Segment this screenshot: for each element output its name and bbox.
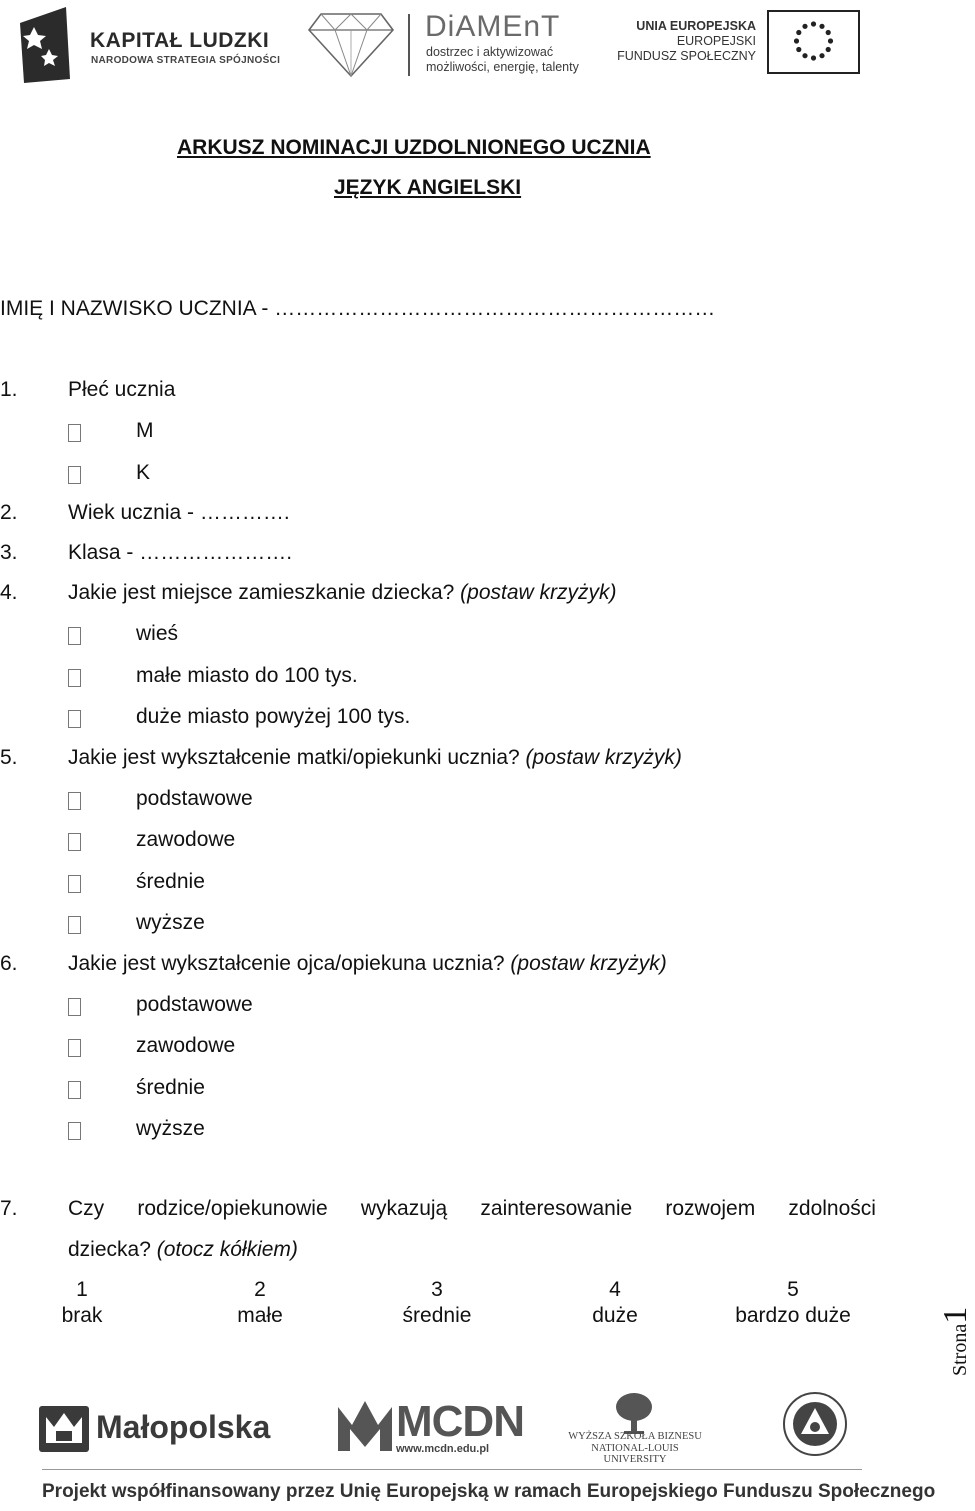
q1-option-k-checkbox[interactable] bbox=[68, 466, 81, 484]
scale-value: 5 bbox=[787, 1278, 799, 1301]
mcdn-url: www.mcdn.edu.pl bbox=[396, 1443, 490, 1455]
student-name-field[interactable]: ……………………………………………………… bbox=[274, 297, 716, 320]
q5-option-2: zawodowe bbox=[136, 828, 236, 851]
document-subtitle: JĘZYK ANGIELSKI bbox=[334, 176, 522, 199]
malopolska-emblem-icon bbox=[38, 1405, 90, 1453]
q5-option-4: wyższe bbox=[136, 911, 205, 934]
q3-text: Klasa - bbox=[68, 541, 140, 564]
mcdn-logo-text: MCDN bbox=[396, 1397, 524, 1446]
q5-hint: (postaw krzyżyk) bbox=[525, 746, 682, 769]
q2-age-field[interactable]: …………. bbox=[199, 501, 290, 524]
q7-hint: (otocz kółkiem) bbox=[156, 1238, 298, 1261]
q5-option-1-checkbox[interactable] bbox=[68, 792, 81, 810]
q6-hint: (postaw krzyżyk) bbox=[510, 952, 667, 975]
malopolska-logo-text: Małopolska bbox=[96, 1409, 271, 1445]
q6-option-2-checkbox[interactable] bbox=[68, 1039, 81, 1057]
kapital-ludzki-title: KAPITAŁ LUDZKI bbox=[90, 29, 270, 52]
page-number bbox=[937, 1280, 974, 1380]
q6-line bbox=[68, 952, 667, 976]
q7-word: wykazują bbox=[360, 1197, 448, 1220]
q1-option-m-checkbox[interactable] bbox=[68, 424, 81, 442]
q2-number: 2. bbox=[0, 501, 18, 524]
q7-word: rozwojem bbox=[665, 1197, 756, 1220]
q6-option-3-checkbox[interactable] bbox=[68, 1081, 81, 1099]
q3-class-field[interactable]: …………………. bbox=[139, 541, 293, 564]
footer-logos bbox=[0, 1385, 960, 1465]
scale-label: średnie bbox=[402, 1304, 472, 1327]
q4-hint: (postaw krzyżyk) bbox=[460, 581, 617, 604]
q5-text: Jakie jest wykształcenie matki/opiekunki ucznia? bbox=[68, 746, 526, 769]
q4-option-2-checkbox[interactable] bbox=[68, 669, 81, 687]
scale-value: 1 bbox=[76, 1278, 88, 1301]
q6-option-2: zawodowe bbox=[136, 1034, 236, 1057]
diamond-icon bbox=[307, 10, 395, 78]
eu-line-3: FUNDUSZ SPOŁECZNY bbox=[617, 49, 756, 63]
document-title: ARKUSZ NOMINACJI UZDOLNIONEGO UCZNIA bbox=[177, 136, 651, 159]
university-seal-icon bbox=[782, 1391, 848, 1457]
scale-option-5[interactable] bbox=[713, 1277, 873, 1329]
wsb-line-1: WYŻSZA SZKOŁA BIZNESU bbox=[568, 1431, 702, 1442]
mcdn-emblem-icon bbox=[334, 1395, 396, 1455]
wsb-line-2: NATIONAL-LOUIS UNIVERSITY bbox=[591, 1443, 679, 1465]
q3-line bbox=[68, 541, 292, 565]
q7-word: zainteresowanie bbox=[480, 1197, 633, 1220]
kapital-ludzki-subtitle: NARODOWA STRATEGIA SPÓJNOŚCI bbox=[91, 55, 281, 66]
q5-option-3: średnie bbox=[136, 870, 205, 893]
diament-slogan-2: możliwości, energię, talenty bbox=[426, 60, 579, 74]
scale-option-4[interactable] bbox=[535, 1277, 695, 1329]
eu-line-2: EUROPEJSKI bbox=[676, 34, 756, 48]
q7-line-1 bbox=[68, 1197, 876, 1221]
q6-option-4: wyższe bbox=[136, 1117, 205, 1140]
q4-option-1-checkbox[interactable] bbox=[68, 627, 81, 645]
diament-slogan-1: dostrzec i aktywizować bbox=[426, 45, 554, 59]
q1-option-k: K bbox=[136, 461, 151, 484]
q2-line bbox=[68, 501, 290, 525]
q6-option-4-checkbox[interactable] bbox=[68, 1122, 81, 1140]
tree-icon bbox=[612, 1391, 656, 1435]
q7-text: dziecka? bbox=[68, 1238, 157, 1261]
q4-option-2: małe miasto do 100 tys. bbox=[136, 664, 358, 687]
scale-value: 2 bbox=[254, 1278, 266, 1301]
diament-divider bbox=[408, 14, 410, 76]
eu-line-1: UNIA EUROPEJSKA bbox=[636, 19, 756, 33]
q6-option-1: podstawowe bbox=[136, 993, 253, 1016]
scale-label: małe bbox=[237, 1304, 283, 1327]
q4-option-1: wieś bbox=[136, 622, 179, 645]
q7-word: rodzice/opiekunowie bbox=[137, 1197, 328, 1220]
scale-option-3[interactable] bbox=[357, 1277, 517, 1329]
header-logos bbox=[0, 0, 960, 90]
q6-option-1-checkbox[interactable] bbox=[68, 998, 81, 1016]
q7-word: zdolności bbox=[788, 1197, 876, 1220]
q4-number: 4. bbox=[0, 581, 18, 604]
scale-label: bardzo duże bbox=[735, 1304, 851, 1327]
q7-number: 7. bbox=[0, 1197, 18, 1220]
q4-option-3-checkbox[interactable] bbox=[68, 710, 81, 728]
q5-option-3-checkbox[interactable] bbox=[68, 875, 81, 893]
eu-flag-icon bbox=[767, 10, 860, 74]
student-name-line bbox=[0, 297, 715, 321]
q6-number: 6. bbox=[0, 952, 18, 975]
q5-line bbox=[68, 746, 682, 770]
q3-number: 3. bbox=[0, 541, 18, 564]
diament-title: DiAMEnT bbox=[425, 10, 561, 43]
scale-value: 4 bbox=[609, 1278, 621, 1301]
q5-number: 5. bbox=[0, 746, 18, 769]
q4-option-3: duże miasto powyżej 100 tys. bbox=[136, 705, 411, 728]
scale-option-2[interactable] bbox=[180, 1277, 340, 1329]
q5-option-1: podstawowe bbox=[136, 787, 253, 810]
footer-text: Projekt współfinansowany przez Unię Europejską w ramach Europejskiego Funduszu Społecznego bbox=[42, 1481, 936, 1502]
page-label: Strona bbox=[949, 1323, 971, 1376]
q4-text: Jakie jest miejsce zamieszkanie dziecka? bbox=[68, 581, 461, 604]
scale-label: duże bbox=[592, 1304, 638, 1327]
q1-option-m: M bbox=[136, 419, 154, 442]
q7-word: Czy bbox=[68, 1197, 105, 1220]
q6-text: Jakie jest wykształcenie ojca/opiekuna ucznia? bbox=[68, 952, 511, 975]
footer-divider bbox=[42, 1469, 862, 1470]
page-number-value: 1 bbox=[937, 1306, 974, 1324]
scale-option-1[interactable] bbox=[2, 1277, 162, 1329]
q4-line bbox=[68, 581, 617, 605]
q1-number: 1. bbox=[0, 378, 18, 401]
q1-text: Płeć ucznia bbox=[68, 378, 176, 401]
q6-option-3: średnie bbox=[136, 1076, 205, 1099]
scale-value: 3 bbox=[431, 1278, 443, 1301]
kapital-ludzki-emblem-icon bbox=[16, 5, 72, 85]
scale-label: brak bbox=[61, 1304, 103, 1327]
q7-line-2 bbox=[68, 1238, 298, 1262]
q5-option-2-checkbox[interactable] bbox=[68, 833, 81, 851]
student-name-label: IMIĘ I NAZWISKO UCZNIA - bbox=[0, 297, 275, 320]
q2-text: Wiek ucznia - bbox=[68, 501, 200, 524]
q5-option-4-checkbox[interactable] bbox=[68, 916, 81, 934]
